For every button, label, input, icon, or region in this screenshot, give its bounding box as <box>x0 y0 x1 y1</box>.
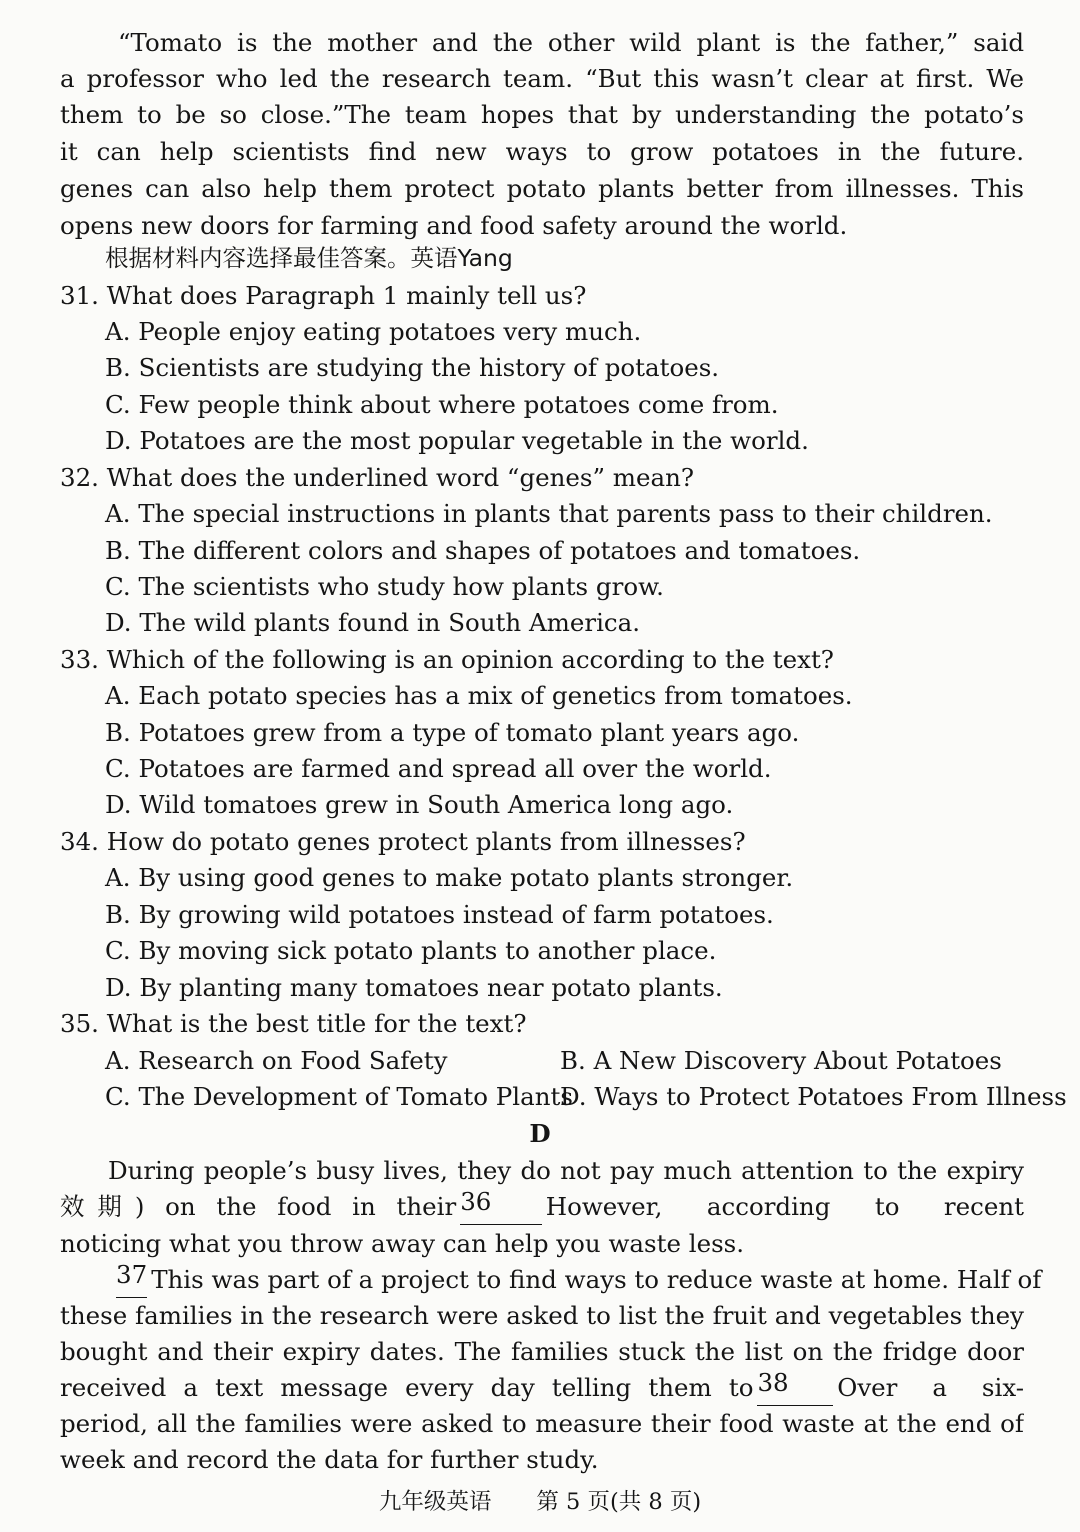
answer-option[interactable]: A. The special instructions in plants that parents pass to their children. <box>105 499 993 528</box>
passage-text: This was part of a project to find ways to reduce waste at home. Half of <box>151 1265 1042 1294</box>
answer-option[interactable]: D. Wild tomatoes grew in South America long ago. <box>105 790 734 819</box>
answer-option[interactable]: B. Potatoes grew from a type of tomato plant years ago. <box>105 718 800 747</box>
answer-option[interactable]: D. Potatoes are the most popular vegetable in the world. <box>105 426 809 455</box>
passage-line: During people’s busy lives, they do not pay much attention to the expiry <box>108 1156 1024 1185</box>
answer-option[interactable]: C. Few people think about where potatoes come from. <box>105 390 779 419</box>
question-stem: 34. How do potato genes protect plants from illnesses? <box>60 827 746 856</box>
answer-option[interactable]: D. By planting many tomatoes near potato plants. <box>105 973 723 1002</box>
answer-option[interactable]: A. Each potato species has a mix of genetics from tomatoes. <box>105 681 853 710</box>
passage-line: period, all the families were asked to measure their food waste at the end of <box>60 1409 1024 1438</box>
answer-option[interactable]: A. By using good genes to make potato plants stronger. <box>105 863 794 892</box>
passage-text: However, according to recent <box>545 1192 1024 1221</box>
passage-line: these families in the research were asked to list the fruit and vegetables they <box>60 1301 1024 1330</box>
question-stem: 32. What does the underlined word “genes” mean? <box>60 463 695 492</box>
passage-line <box>60 1370 1024 1406</box>
answer-option[interactable]: B. The different colors and shapes of potatoes and tomatoes. <box>105 536 861 565</box>
question-stem: 33. Which of the following is an opinion according to the text? <box>60 645 834 674</box>
page-footer: 九年级英语 第 5 页(共 8 页) <box>378 1489 702 1515</box>
passage-line: bought and their expiry dates. The families stuck the list on the fridge door <box>60 1337 1024 1366</box>
answer-option[interactable]: D. Ways to Protect Potatoes From Illness <box>560 1082 1067 1111</box>
instruction: 根据材料内容选择最佳答案。英语Yang <box>105 244 513 272</box>
passage-line: genes can also help them protect potato plants better from illnesses. This <box>60 174 1024 203</box>
question-stem: 35. What is the best title for the text? <box>60 1009 527 1038</box>
passage-text: 效期) on the food in their <box>60 1192 457 1221</box>
passage-line: them to be so close.”The team hopes that by understanding the potato’s <box>60 100 1024 129</box>
passage-text: Over a six- <box>837 1373 1024 1402</box>
answer-option[interactable]: B. A New Discovery About Potatoes <box>560 1046 1002 1075</box>
answer-option[interactable]: C. The Development of Tomato Plants <box>105 1082 573 1111</box>
blank-38[interactable]: 38 <box>757 1370 833 1406</box>
section-heading: D <box>529 1119 551 1148</box>
passage-line: opens new doors for farming and food safety around the world. <box>60 211 848 240</box>
passage-line: noticing what you throw away can help you waste less. <box>60 1229 745 1258</box>
answer-option[interactable]: B. By growing wild potatoes instead of farm potatoes. <box>105 900 774 929</box>
passage-line: week and record the data for further study. <box>60 1445 599 1474</box>
passage-line: it can help scientists find new ways to grow potatoes in the future. <box>60 137 1024 166</box>
passage-line <box>60 1189 1024 1225</box>
passage-line <box>116 1260 1042 1298</box>
answer-option[interactable]: C. By moving sick potato plants to another place. <box>105 936 717 965</box>
answer-option[interactable]: C. Potatoes are farmed and spread all over the world. <box>105 754 772 783</box>
answer-option[interactable]: C. The scientists who study how plants grow. <box>105 572 664 601</box>
answer-option[interactable]: B. Scientists are studying the history of potatoes. <box>105 353 720 382</box>
answer-option[interactable]: A. People enjoy eating potatoes very much. <box>105 317 642 346</box>
passage-text: received a text message every day telling them to <box>60 1373 754 1402</box>
blank-37[interactable]: 37 <box>116 1262 147 1298</box>
answer-option[interactable]: D. The wild plants found in South America. <box>105 608 641 637</box>
passage-line: a professor who led the research team. “But this wasn’t clear at first. We <box>60 64 1024 93</box>
answer-option[interactable]: A. Research on Food Safety <box>105 1046 448 1075</box>
passage-line: “Tomato is the mother and the other wild plant is the father,” said <box>118 28 1024 57</box>
question-stem: 31. What does Paragraph 1 mainly tell us? <box>60 281 587 310</box>
blank-36[interactable]: 36 <box>460 1189 542 1225</box>
